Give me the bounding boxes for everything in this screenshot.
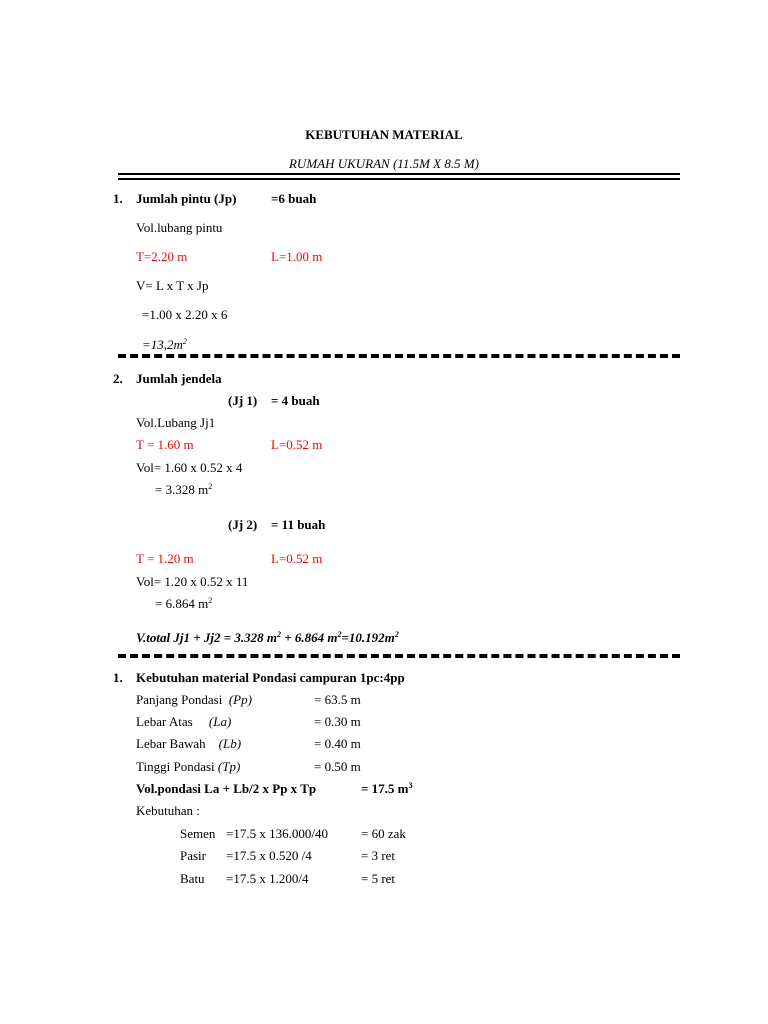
window-volume-total: V.total Jj1 + Jj2 = 3.328 $m^2 + 6.864$ $m^2=10.192m^2$	[136, 630, 399, 645]
cement-item: Semen	[180, 826, 216, 841]
foundation-volume-value: = 17.5 $m^3$	[361, 781, 413, 796]
jj1-result: = 3.328 $m^2$	[155, 482, 213, 497]
jj2-height: T = 1.20 m	[136, 551, 194, 566]
section1-count: =6 buah	[271, 191, 317, 206]
bottom-width-label: Lebar Bawah (Lb)	[136, 736, 242, 751]
section1-heading: Jumlah pintu (Jp)	[136, 191, 237, 206]
jj1-calc: Vol= 1.60 x 0.52 x 4	[136, 460, 243, 475]
section1-calc: =1.00 x 2.20 x 6	[142, 307, 228, 322]
top-width-value: = 0.30 m	[314, 714, 361, 729]
jj2-calc: Vol= 1.20 x 0.52 x 11	[136, 574, 249, 589]
section1-vol-label: Vol.lubang pintu	[136, 220, 223, 235]
section1-dashed-rule	[118, 354, 680, 358]
section2-heading: Jumlah jendela	[136, 371, 222, 386]
section1-number: 1.	[113, 191, 123, 206]
jj1-height: T = 1.60 m	[136, 437, 194, 452]
needs-label: Kebutuhan :	[136, 803, 200, 818]
section1-result: $=13,2m^2$	[142, 337, 187, 352]
bottom-width-value: = 0.40 m	[314, 736, 361, 751]
section2-dashed-rule	[118, 654, 680, 658]
jj2-label: (Jj 2)	[228, 517, 258, 532]
jj2-width: L=0.52 m	[271, 551, 323, 566]
cement-result: = 60 zak	[361, 826, 406, 841]
jj2-count: = 11 buah	[271, 517, 326, 532]
page-title: KEBUTUHAN MATERIAL	[305, 127, 463, 142]
foundation-length-value: = 63.5 m	[314, 692, 361, 707]
stone-item: Batu	[180, 871, 205, 886]
cement-calc: =17.5 x 136.000/40	[226, 826, 328, 841]
jj1-width: L=0.52 m	[271, 437, 323, 452]
jj1-count: = 4 buah	[271, 393, 320, 408]
section3-heading: Kebutuhan material Pondasi campuran 1pc:4pp	[136, 670, 405, 685]
section2-number: 2.	[113, 371, 123, 386]
jj2-result: = 6.864 $m^2$	[155, 596, 213, 611]
section1-height: T=2.20 m	[136, 249, 188, 264]
section1-formula: V= L x T x Jp	[136, 278, 209, 293]
jj1-vol-label: Vol.Lubang Jj1	[136, 415, 216, 430]
header-double-rule	[118, 173, 680, 180]
sand-result: = 3 ret	[361, 848, 396, 863]
sand-calc: =17.5 x 0.520 /4	[226, 848, 312, 863]
stone-result: = 5 ret	[361, 871, 396, 886]
sand-item: Pasir	[180, 848, 206, 863]
section3-number: 1.	[113, 670, 123, 685]
foundation-length-label: Panjang Pondasi (Pp)	[136, 692, 252, 707]
top-width-label: Lebar Atas (La)	[136, 714, 232, 729]
stone-calc: =17.5 x 1.200/4	[226, 871, 309, 886]
foundation-volume-formula: Vol.pondasi La + Lb/2 x Pp x Tp	[136, 781, 317, 796]
page-subtitle: RUMAH UKURAN (11.5M X 8.5 M)	[288, 156, 480, 171]
foundation-height-label: Tinggi Pondasi (Tp)	[136, 759, 241, 774]
section1-width: L=1.00 m	[271, 249, 323, 264]
jj1-label: (Jj 1)	[228, 393, 258, 408]
foundation-height-value: = 0.50 m	[314, 759, 361, 774]
